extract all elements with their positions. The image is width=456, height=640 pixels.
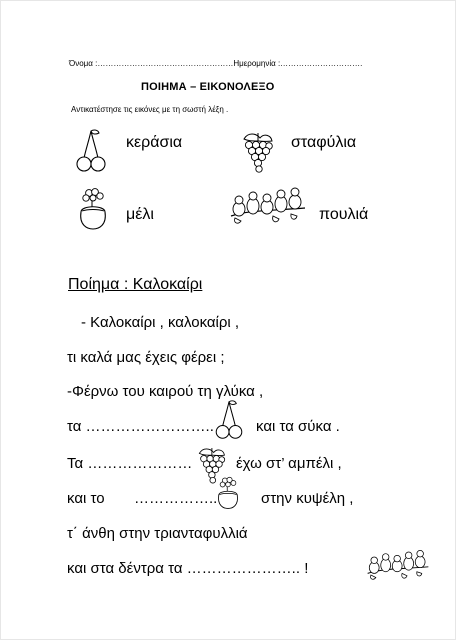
instruction-text: Αντικατέστησε τις εικόνες με τη σωστή λέξη .: [71, 105, 229, 114]
poem-line-3: -Φέρνω του καιρού τη γλύκα ,: [67, 383, 264, 400]
poem-line-6-start: και το: [67, 490, 105, 507]
name-date-line: Όνομα :……………………………………………Ημερομηνία :………………………….: [69, 59, 363, 68]
poem-line-8-blank: και στα δέντρα τα ………………….. !: [67, 560, 309, 577]
word-birds: πουλιά: [319, 206, 369, 223]
cherry-icon: [214, 399, 244, 441]
poem-title: Ποίημα : Καλοκαίρι: [68, 276, 203, 293]
poem-line-2: τι καλά μας έχεις φέρει ;: [67, 349, 225, 366]
poem-line-6-end: στην κυψέλη ,: [261, 490, 354, 507]
poem-line-5-end: έχω στ’ αμπέλι ,: [236, 455, 342, 472]
poem-line-1: - Καλοκαίρι , καλοκαίρι ,: [81, 314, 240, 331]
cherry-icon: [75, 128, 107, 174]
poem-line-4-end: και τα σύκα .: [256, 418, 340, 435]
birds-icon: [229, 186, 307, 228]
word-grapes: σταφύλια: [291, 134, 357, 151]
poem-line-6-blank: ……………..: [134, 490, 218, 507]
honey-pot-icon: [214, 476, 242, 510]
poem-line-7: τ΄ άνθη στην τριανταφυλλιά: [67, 525, 248, 542]
worksheet-title: ΠΟΙΗΜΑ – ΕΙΚΟΝΟΛΕΞΟ: [141, 81, 275, 93]
grapes-icon: [238, 129, 276, 175]
poem-line-4-blank: τα ……………………..: [67, 418, 214, 435]
birds-icon: [366, 548, 430, 584]
poem-line-5-blank: Τα …………………: [67, 455, 193, 472]
word-cherries: κεράσια: [126, 134, 183, 151]
honey-pot-icon: [75, 187, 111, 231]
word-honey: μέλι: [126, 206, 154, 223]
